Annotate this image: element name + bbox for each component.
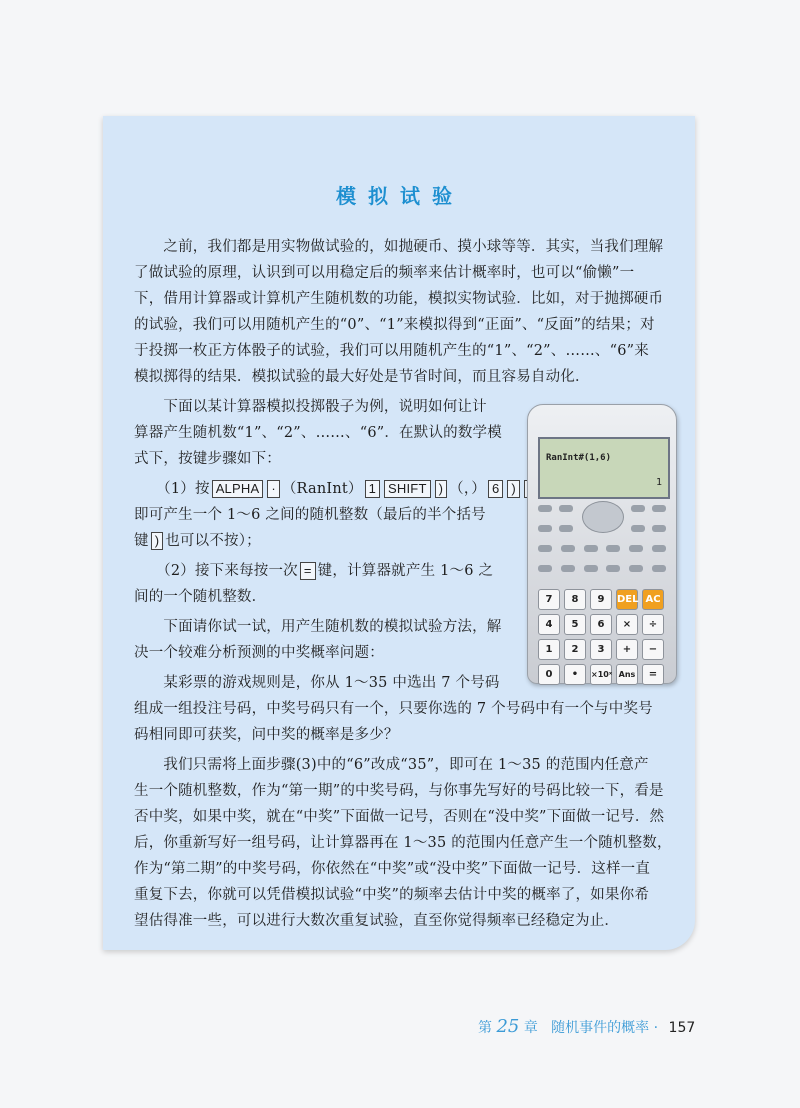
text-line: 作为“第二期”的中奖号码，你依然在“中奖”或“没中奖”下面做一记号．这样一直 [134, 861, 651, 877]
step1-line3-prefix: 键 [134, 533, 149, 549]
paren-key-2: ) [507, 480, 520, 498]
ranint-label: （RanInt） [281, 481, 363, 497]
calculator-screen [538, 437, 670, 499]
text-line: 下面请你试一试，用产生随机数的模拟试验方法，解 [134, 619, 502, 635]
calc-key: ×10ˣ [590, 664, 612, 685]
step2-suffix: 键，计算器就产生 1～6 之 [317, 563, 494, 579]
step1-line [134, 480, 556, 498]
calc-key: 1 [538, 639, 560, 660]
calculator-keypad [538, 589, 666, 685]
text-line: 望估得准一些，可以进行大数次重复试验，直至你觉得频率已经稳定为止． [134, 913, 620, 929]
step1-line3-suffix: 也可以不按）； [165, 533, 261, 549]
calculator-result: 1 [655, 477, 662, 488]
text-line: 某彩票的游戏规则是，你从 1～35 中选出 7 个号码 [134, 675, 500, 691]
text-line: 码相同即可获奖，问中奖的概率是多少？ [134, 727, 399, 743]
one-key: 1 [365, 480, 380, 498]
text-line: 决一个较难分析预测的中奖概率问题： [134, 645, 384, 661]
step2-prefix: （2）接下来每按一次 [134, 563, 298, 579]
calc-key: × [616, 614, 638, 635]
calc-key: + [616, 639, 638, 660]
calc-key: 5 [564, 614, 586, 635]
alpha-key: ALPHA [212, 480, 264, 498]
calc-key: 8 [564, 589, 586, 610]
text-line: 了做试验的原理，认识到可以用稳定后的频率来估计概率时，也可以“偷懒”一 [134, 265, 635, 281]
text-line: 模拟掷得的结果．模拟试验的最大好处是节省时间，而且容易自动化． [134, 369, 590, 385]
chapter-suffix: 章 [523, 1020, 538, 1036]
dot-key: · [267, 480, 280, 498]
text-line: 否中奖，如果中奖，就在“中奖”下面做一记号，否则在“没中奖”下面做一记号．然 [134, 809, 665, 825]
calc-key: 9 [590, 589, 612, 610]
calculator-dpad [582, 501, 624, 533]
calc-key: 6 [590, 614, 612, 635]
equals-key-2: = [300, 562, 316, 580]
text-line: 组成一组投注号码，中奖号码只有一个，只要你选的 7 个号码中有一个与中奖号 [134, 701, 653, 717]
text-line: 于投掷一枚正方体骰子的试验，我们可以用随机产生的“1”、“2”、……、“6”来 [134, 343, 649, 359]
calc-key: 0 [538, 664, 560, 685]
chapter-prefix: 第 [478, 1020, 492, 1036]
calc-key-del: DEL [616, 589, 638, 610]
calc-key: 3 [590, 639, 612, 660]
page-footer [478, 1016, 695, 1037]
text-line: 即可产生一个 1～6 之间的随机整数（最后的半个括号 [134, 507, 486, 523]
footer-dot: · [653, 1020, 659, 1036]
calc-key: 7 [538, 589, 560, 610]
calc-key: = [642, 664, 664, 685]
calculator-expression: RanInt#(1,6) [546, 453, 612, 463]
page-title: 模拟试验 [336, 184, 464, 208]
comma-label: （，） [449, 481, 486, 497]
calculator-image [527, 404, 677, 684]
page-number: 157 [668, 1020, 696, 1036]
text-line: 后，你重新写好一组号码，让计算器再在 1～35 的范围内任意产生一个随机整数， [134, 835, 672, 851]
six-key: 6 [488, 480, 503, 498]
paren-key-3: ) [151, 532, 164, 550]
text-line: 式下，按键步骤如下： [134, 451, 281, 467]
text-line: 之前，我们都是用实物做试验的，如抛硬币、摸小球等等．其实，当我们理解 [134, 239, 664, 255]
step1-line3 [134, 532, 261, 550]
text-line: 生一个随机整数，作为“第一期”的中奖号码，与你事先写好的号码比较一下，看是 [134, 783, 664, 799]
chapter-title: 随机事件的概率 [551, 1020, 650, 1036]
text-line: 的试验，我们可以用随机产生的“0”、“1”来模拟得到“正面”、“反面”的结果；对 [134, 317, 655, 333]
text-line: 算器产生随机数“1”、“2”、……、“6”．在默认的数学模 [134, 425, 502, 441]
text-line: 下面以某计算器模拟投掷骰子为例，说明如何让计 [134, 399, 487, 415]
text-line: 我们只需将上面步骤(3)中的“6”改成“35”，即可在 1～35 的范围内任意产 [134, 757, 649, 773]
calc-key: 4 [538, 614, 560, 635]
calc-key: ÷ [642, 614, 664, 635]
calc-key: • [564, 664, 586, 685]
text-line: 间的一个随机整数． [134, 589, 267, 605]
calc-key-ac: AC [642, 589, 664, 610]
text-line: 重复下去，你就可以凭借模拟试验“中奖”的频率去估计中奖的概率了，如果你希 [134, 887, 650, 903]
paren-key: ) [435, 480, 448, 498]
chapter-number: 25 [496, 1016, 520, 1037]
calc-key: Ans [616, 664, 638, 685]
calc-key: − [642, 639, 664, 660]
shift-key: SHIFT [384, 480, 431, 498]
calc-key: 2 [564, 639, 586, 660]
step2-line [134, 562, 493, 580]
step1-prefix: （1）按 [134, 481, 210, 497]
text-line: 下，借用计算器或计算机产生随机数的功能，模拟实物试验．比如，对于抛掷硬币 [134, 291, 664, 307]
